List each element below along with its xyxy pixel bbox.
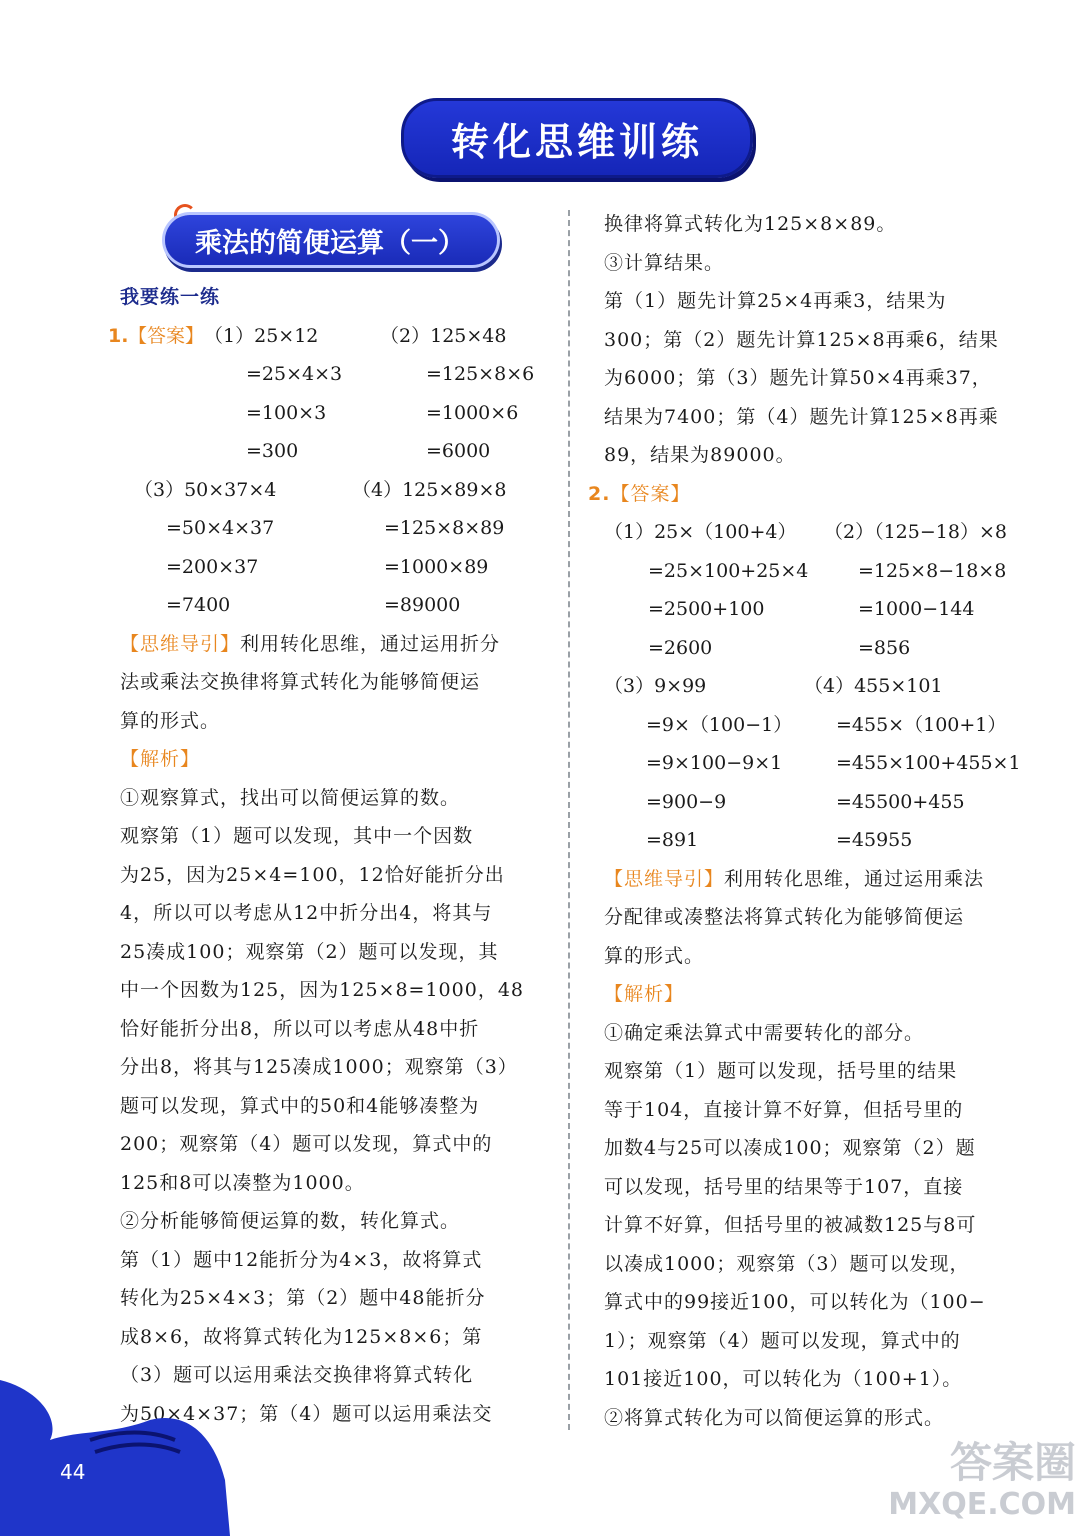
math-row: [120, 394, 550, 433]
text-line: ①观察算式，找出可以简便运算的数。: [120, 786, 461, 809]
math-line: =125×8−18×8: [858, 559, 1007, 582]
text-line: 分出8，将其与125凑成1000；观察第（3）: [120, 1056, 518, 1078]
text-line: 计算不好算，但括号里的被减数125与8可: [604, 1214, 977, 1236]
text-line: 换律将算式转化为125×8×89。: [604, 213, 897, 235]
math-row: [604, 821, 1034, 860]
math-line: （1）25×（100+4）: [604, 521, 797, 543]
text-line: 25凑成100；观察第（2）题可以发现，其: [120, 940, 499, 963]
text-line: 恰好能折分出8，所以可以考虑从48中折: [120, 1017, 480, 1040]
text-line: 题可以发现，算式中的50和4能够凑整为: [120, 1094, 480, 1117]
math-row: [604, 629, 1034, 668]
math-line: （2）125×48: [380, 324, 507, 347]
text-line: 加数4与25可以凑成100；观察第（2）题: [604, 1137, 976, 1159]
math-line: =25×4×3: [246, 363, 343, 385]
left-column: [108, 278, 550, 1433]
text-line: 300；第（2）题先计算125×8再乘6，结果: [604, 328, 999, 351]
text-line: 利用转化思维，通过运用折分: [240, 632, 501, 655]
math-row: [604, 552, 1034, 591]
analysis-tag: 【解析】: [604, 983, 685, 1005]
corner-decoration: [0, 1380, 230, 1536]
math-line: =1000×6: [426, 401, 519, 424]
text-line: 观察第（1）题可以发现，括号里的结果: [604, 1060, 958, 1082]
math-line: （4）125×89×8: [352, 478, 507, 501]
text-line: 转化为25×4×3；第（2）题中48能折分: [120, 1287, 486, 1309]
text-line: 等于104，直接计算不好算，但括号里的: [604, 1098, 964, 1121]
text-line: 成8×6，故将算式转化为125×8×6；第: [120, 1325, 483, 1348]
text-line: 第（1）题中12能折分为4×3，故将算式: [120, 1248, 483, 1271]
guide-tag: 【思维导引】: [604, 867, 725, 890]
math-line: =2500+100: [648, 598, 765, 620]
text-line: （3）题可以运用乘法交换律将算式转化: [120, 1364, 474, 1386]
math-line: =200×37: [166, 555, 259, 578]
text-line: 第（1）题先计算25×4再乘3，结果为: [604, 290, 947, 312]
text-line: 法或乘法交换律将算式转化为能够简便运: [120, 671, 481, 693]
math-row: [604, 783, 1034, 822]
text-line: 算式中的99接近100，可以转化为（100−: [604, 1291, 986, 1313]
right-column: [588, 205, 1034, 1437]
math-line: （2）（125−18）×8: [824, 521, 1007, 543]
text-line: 1）；观察第（4）题可以发现，算式中的: [604, 1329, 961, 1352]
math-line: =455×（100+1）: [836, 713, 1007, 736]
text-line: 分配律或凑整法将算式转化为能够简便运: [604, 906, 965, 928]
guide-paragraph: [120, 625, 550, 664]
answer-tag: 【答案】: [128, 324, 205, 347]
text-line: ②将算式转化为可以简便运算的形式。: [604, 1406, 945, 1429]
math-line: =7400: [166, 594, 231, 616]
math-line: =100×3: [246, 401, 327, 424]
q2-number: 2.: [588, 482, 611, 505]
math-row: [120, 509, 550, 548]
math-row: [604, 667, 1034, 706]
math-line: （1）25×12: [204, 324, 319, 347]
math-line: =891: [646, 829, 699, 851]
text-line: 101接近100，可以转化为（100+1）。: [604, 1368, 963, 1390]
section-title: 乘法的简便运算（一）: [165, 215, 497, 265]
math-line: =45500+455: [836, 790, 965, 813]
q1-number: 1.: [108, 324, 129, 347]
math-line: =125×8×6: [426, 363, 535, 385]
math-row: [120, 432, 550, 471]
math-line: =1000−144: [858, 598, 975, 620]
watermark-line: MXQE.COM: [888, 1487, 1076, 1522]
math-row: [120, 548, 550, 587]
math-line: =2600: [648, 636, 713, 659]
banner-title: 转化思维训练: [401, 98, 753, 178]
watermark-line: 答案圈: [949, 1438, 1076, 1487]
text-line: 利用转化思维，通过运用乘法: [724, 867, 985, 890]
math-row: [120, 355, 550, 394]
math-line: =25×100+25×4: [648, 559, 809, 582]
text-line: 125和8可以凑整为1000。: [120, 1171, 365, 1194]
math-line: =89000: [384, 594, 461, 616]
math-line: =9×100−9×1: [646, 752, 783, 774]
math-line: =455×100+455×1: [836, 752, 1021, 774]
text-line: 算的形式。: [604, 944, 705, 967]
text-line: 4，所以可以考虑从12中折分出4，将其与: [120, 902, 493, 924]
text-line: ②分析能够简便运算的数，转化算式。: [120, 1210, 461, 1232]
math-line: =1000×89: [384, 555, 489, 578]
watermark: [888, 1438, 1076, 1526]
analysis-tag: 【解析】: [120, 748, 201, 770]
math-line: =856: [858, 636, 911, 659]
math-line: （3）9×99: [604, 675, 707, 697]
math-row: [604, 513, 1034, 552]
guide-tag: 【思维导引】: [120, 632, 241, 655]
text-line: 可以发现，括号里的结果等于107，直接: [604, 1175, 964, 1198]
text-line: 结果为7400；第（4）题先计算125×8再乘: [604, 405, 999, 428]
text-line: 算的形式。: [120, 709, 221, 732]
text-line: ③计算结果。: [604, 251, 725, 274]
text-line: 中一个因数为125，因为125×8=1000，48: [120, 979, 524, 1001]
text-line: 89，结果为89000。: [604, 444, 796, 466]
math-row: [604, 590, 1034, 629]
math-line: =125×8×89: [384, 517, 505, 539]
math-row: [120, 586, 550, 625]
math-line: =50×4×37: [166, 517, 275, 539]
text-line: 观察第（1）题可以发现，其中一个因数: [120, 825, 474, 847]
text-line: 200；观察第（4）题可以发现，算式中的: [120, 1133, 493, 1155]
answer-tag: 【答案】: [610, 482, 691, 505]
page-number: 44: [60, 1460, 86, 1484]
text-line: 为6000；第（3）题先计算50×4再乘37，: [604, 367, 992, 389]
math-line: =300: [246, 440, 299, 462]
math-line: =6000: [426, 440, 491, 462]
math-row: [120, 471, 550, 510]
text-line: 为50×4×37；第（4）题可以运用乘法交: [120, 1402, 493, 1425]
text-line: 以凑成1000；观察第（3）题可以发现，: [604, 1252, 970, 1275]
math-line: （3）50×37×4: [134, 478, 277, 501]
text-line: ①确定乘法算式中需要转化的部分。: [604, 1021, 925, 1044]
q2-row: [588, 475, 1034, 514]
math-line: =9×（100−1）: [646, 713, 793, 736]
subtitle: 我要练一练: [120, 286, 221, 308]
math-line: =900−9: [646, 790, 727, 813]
text-line: 为25，因为25×4=100，12恰好能折分出: [120, 863, 505, 886]
column-divider: [568, 210, 570, 1430]
math-row: [604, 744, 1034, 783]
q1-row: [108, 317, 550, 356]
math-line: =45955: [836, 829, 913, 851]
math-line: （4）455×101: [804, 675, 943, 697]
guide-paragraph: [604, 860, 1034, 899]
math-row: [604, 706, 1034, 745]
